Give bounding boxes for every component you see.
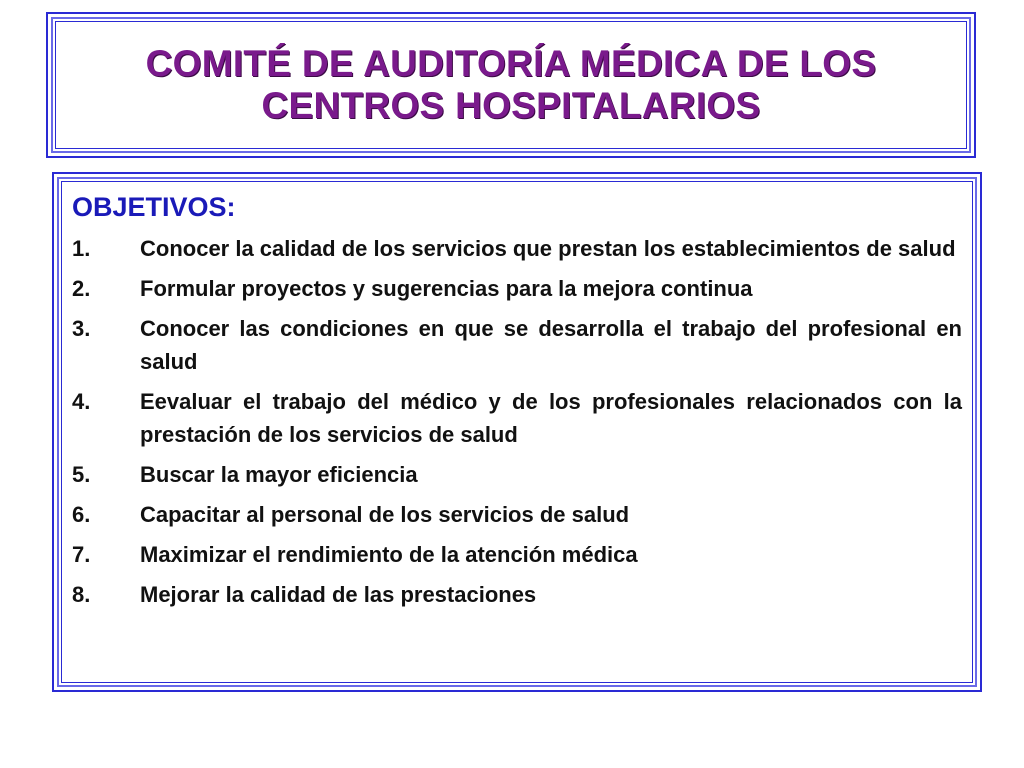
list-item-number: 3. [72, 316, 91, 341]
list-item [72, 538, 962, 571]
objectives-list [72, 232, 962, 611]
list-item-text: Conocer las condiciones en que se desarrolla el trabajo del profesional en salud [140, 316, 962, 374]
title-box-inner [55, 21, 967, 149]
list-item-text: Mejorar la calidad de las prestaciones [140, 582, 537, 607]
list-item-number: 8. [72, 582, 91, 607]
list-item-number: 5. [72, 462, 91, 487]
list-item [72, 498, 962, 531]
list-item-text: Eevaluar el trabajo del médico y de los profesionales relacionados con la prestación de los servicios de salud [140, 389, 962, 447]
list-item-number: 6. [72, 502, 91, 527]
list-item [72, 578, 962, 611]
page-title [146, 43, 877, 127]
list-item [72, 232, 962, 265]
section-heading: OBJETIVOS: [72, 192, 236, 222]
list-item [72, 312, 962, 378]
list-item-number: 7. [72, 542, 91, 567]
title-box-border [51, 17, 971, 153]
list-item [72, 385, 962, 451]
page-title-line-1: COMITÉ DE AUDITORÍA MÉDICA DE LOS [145, 43, 877, 84]
title-box [46, 12, 976, 158]
list-item-number: 1. [72, 236, 91, 261]
list-item-number: 2. [72, 276, 91, 301]
list-item [72, 458, 962, 491]
list-item-number: 4. [72, 389, 91, 414]
content-box-border [57, 177, 977, 687]
content-box-inner [61, 181, 973, 683]
list-item-text: Buscar la mayor eficiencia [140, 462, 418, 487]
list-item [72, 272, 962, 305]
content-box [52, 172, 982, 692]
list-item-text: Conocer la calidad de los servicios que prestan los establecimientos de salud [140, 236, 956, 261]
page-title-line-2: CENTROS HOSPITALARIOS [261, 85, 761, 126]
list-item-text: Capacitar al personal de los servicios de salud [140, 502, 630, 527]
list-item-text: Maximizar el rendimiento de la atención médica [140, 542, 638, 567]
list-item-text: Formular proyectos y sugerencias para la mejora continua [140, 276, 753, 301]
